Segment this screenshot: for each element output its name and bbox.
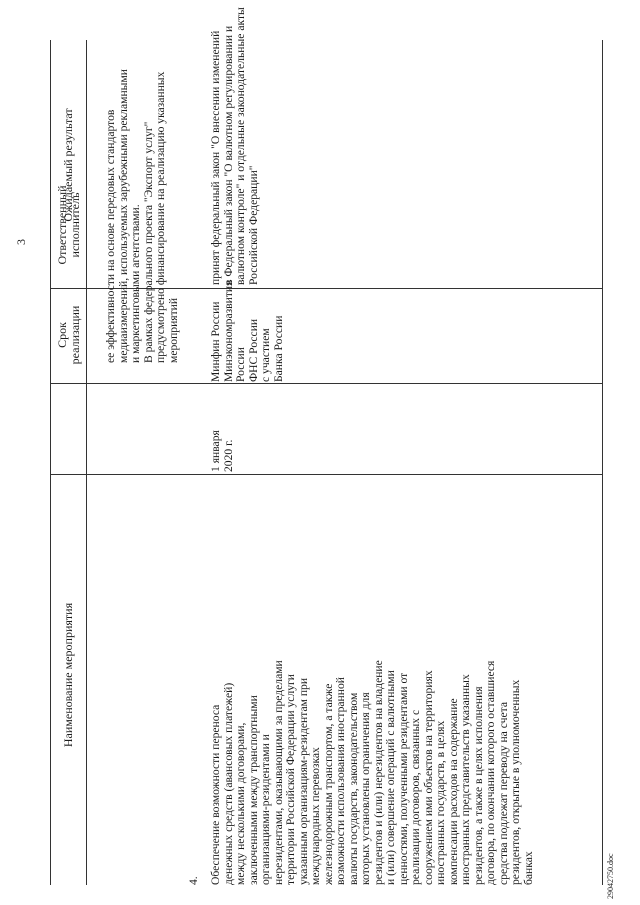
result-line: и маркетинговыми агентствами.	[129, 204, 142, 363]
event-line: резидентов, а также в целях исполнения	[471, 686, 485, 885]
event-line: реализации договоров, связанных с	[409, 709, 422, 885]
deadline-line: 1 января	[209, 430, 222, 472]
page-number: 3	[14, 239, 28, 245]
deadline-cell	[210, 430, 235, 472]
event-line: которых установлены ограничения для	[359, 692, 372, 885]
column-divider	[50, 474, 602, 475]
header-event: Наименование мероприятия	[61, 602, 75, 748]
event-line: резидентов, открытые в уполномоченных	[509, 679, 522, 885]
responsible-line: ФНС России	[246, 318, 260, 382]
continuation-result-text	[105, 69, 180, 363]
result-line: в Федеральный закон "О валютном регулировании и	[221, 25, 235, 285]
header-bottom-border	[86, 40, 87, 885]
responsible-line: Банка России	[271, 315, 285, 382]
event-line: возможности использования иностранной	[334, 677, 347, 885]
deadline-line: 2020 г.	[221, 439, 235, 472]
event-line: железнодорожным транспортом, а также	[321, 683, 335, 885]
responsible-line: России	[234, 347, 247, 382]
document-code: 29042750.doc	[606, 853, 615, 899]
event-line: заключенными между транспортными	[246, 695, 260, 885]
result-line: Российской Федерации"	[246, 165, 260, 285]
row-number: 4.	[187, 876, 200, 885]
event-line: и (или) совершение операций с валютными	[384, 670, 397, 885]
result-line: ее эффективности на основе передовых стандартов	[104, 109, 117, 363]
table-bottom-border	[602, 40, 603, 885]
event-description	[210, 660, 535, 885]
event-line: Обеспечение возможности переноса	[209, 704, 222, 885]
event-line: территории Российской Федерации услуги	[284, 674, 297, 885]
result-line: медиаизмерений, используемых зарубежными рекламными	[116, 69, 130, 363]
header-deadline: Срок реализации	[55, 305, 82, 365]
event-line: резидентов и (или) нерезидентов на владение	[371, 660, 385, 885]
event-line: денежных средств (авансовых платежей)	[221, 682, 235, 885]
event-line: компенсации расходов на содержание	[446, 698, 460, 885]
result-line: валютном контроле" и отдельные законодательные акты	[234, 7, 247, 285]
event-line: договора, по окончании которого оставшиеся	[484, 660, 497, 885]
event-line: иностранных представительств указанных	[459, 674, 472, 885]
result-line: В рамках федерального проекта "Экспорт услуг"	[141, 121, 155, 363]
event-line: иностранных государств, в целях	[434, 720, 447, 885]
event-line: сооружением ими объектов на территориях	[421, 670, 435, 885]
column-divider	[50, 383, 602, 384]
event-line: валюты государств, законодательством	[346, 692, 360, 885]
event-line: средства подлежат переводу на счета	[496, 702, 510, 885]
header-responsible: Ответственный исполнитель	[55, 185, 82, 265]
responsible-line: Минэкономразвития	[221, 280, 235, 382]
responsible-cell	[210, 281, 285, 382]
event-line: указанным организациям-резидентам при	[296, 677, 310, 885]
event-line: нерезидентами, оказывающими за пределами	[271, 660, 285, 885]
event-line: между несколькими договорами,	[234, 722, 247, 885]
result-line: предусмотрено финансирование на реализацию указанных	[154, 71, 167, 363]
event-line: организациями-резидентами и	[259, 734, 272, 885]
expected-result-cell	[210, 7, 260, 285]
table-top-border	[50, 40, 51, 885]
result-line: принят федеральный закон "О внесении изменений	[209, 30, 222, 285]
header-result: Ожидаемый результат	[61, 108, 75, 222]
event-line: ценностями, полученными резидентами от	[396, 672, 410, 885]
event-line: банках	[521, 851, 535, 885]
responsible-line: с участием	[259, 328, 272, 382]
responsible-line: Минфин России	[209, 301, 222, 382]
result-line: мероприятий	[166, 297, 180, 363]
event-line: международных перевозках	[309, 747, 322, 885]
